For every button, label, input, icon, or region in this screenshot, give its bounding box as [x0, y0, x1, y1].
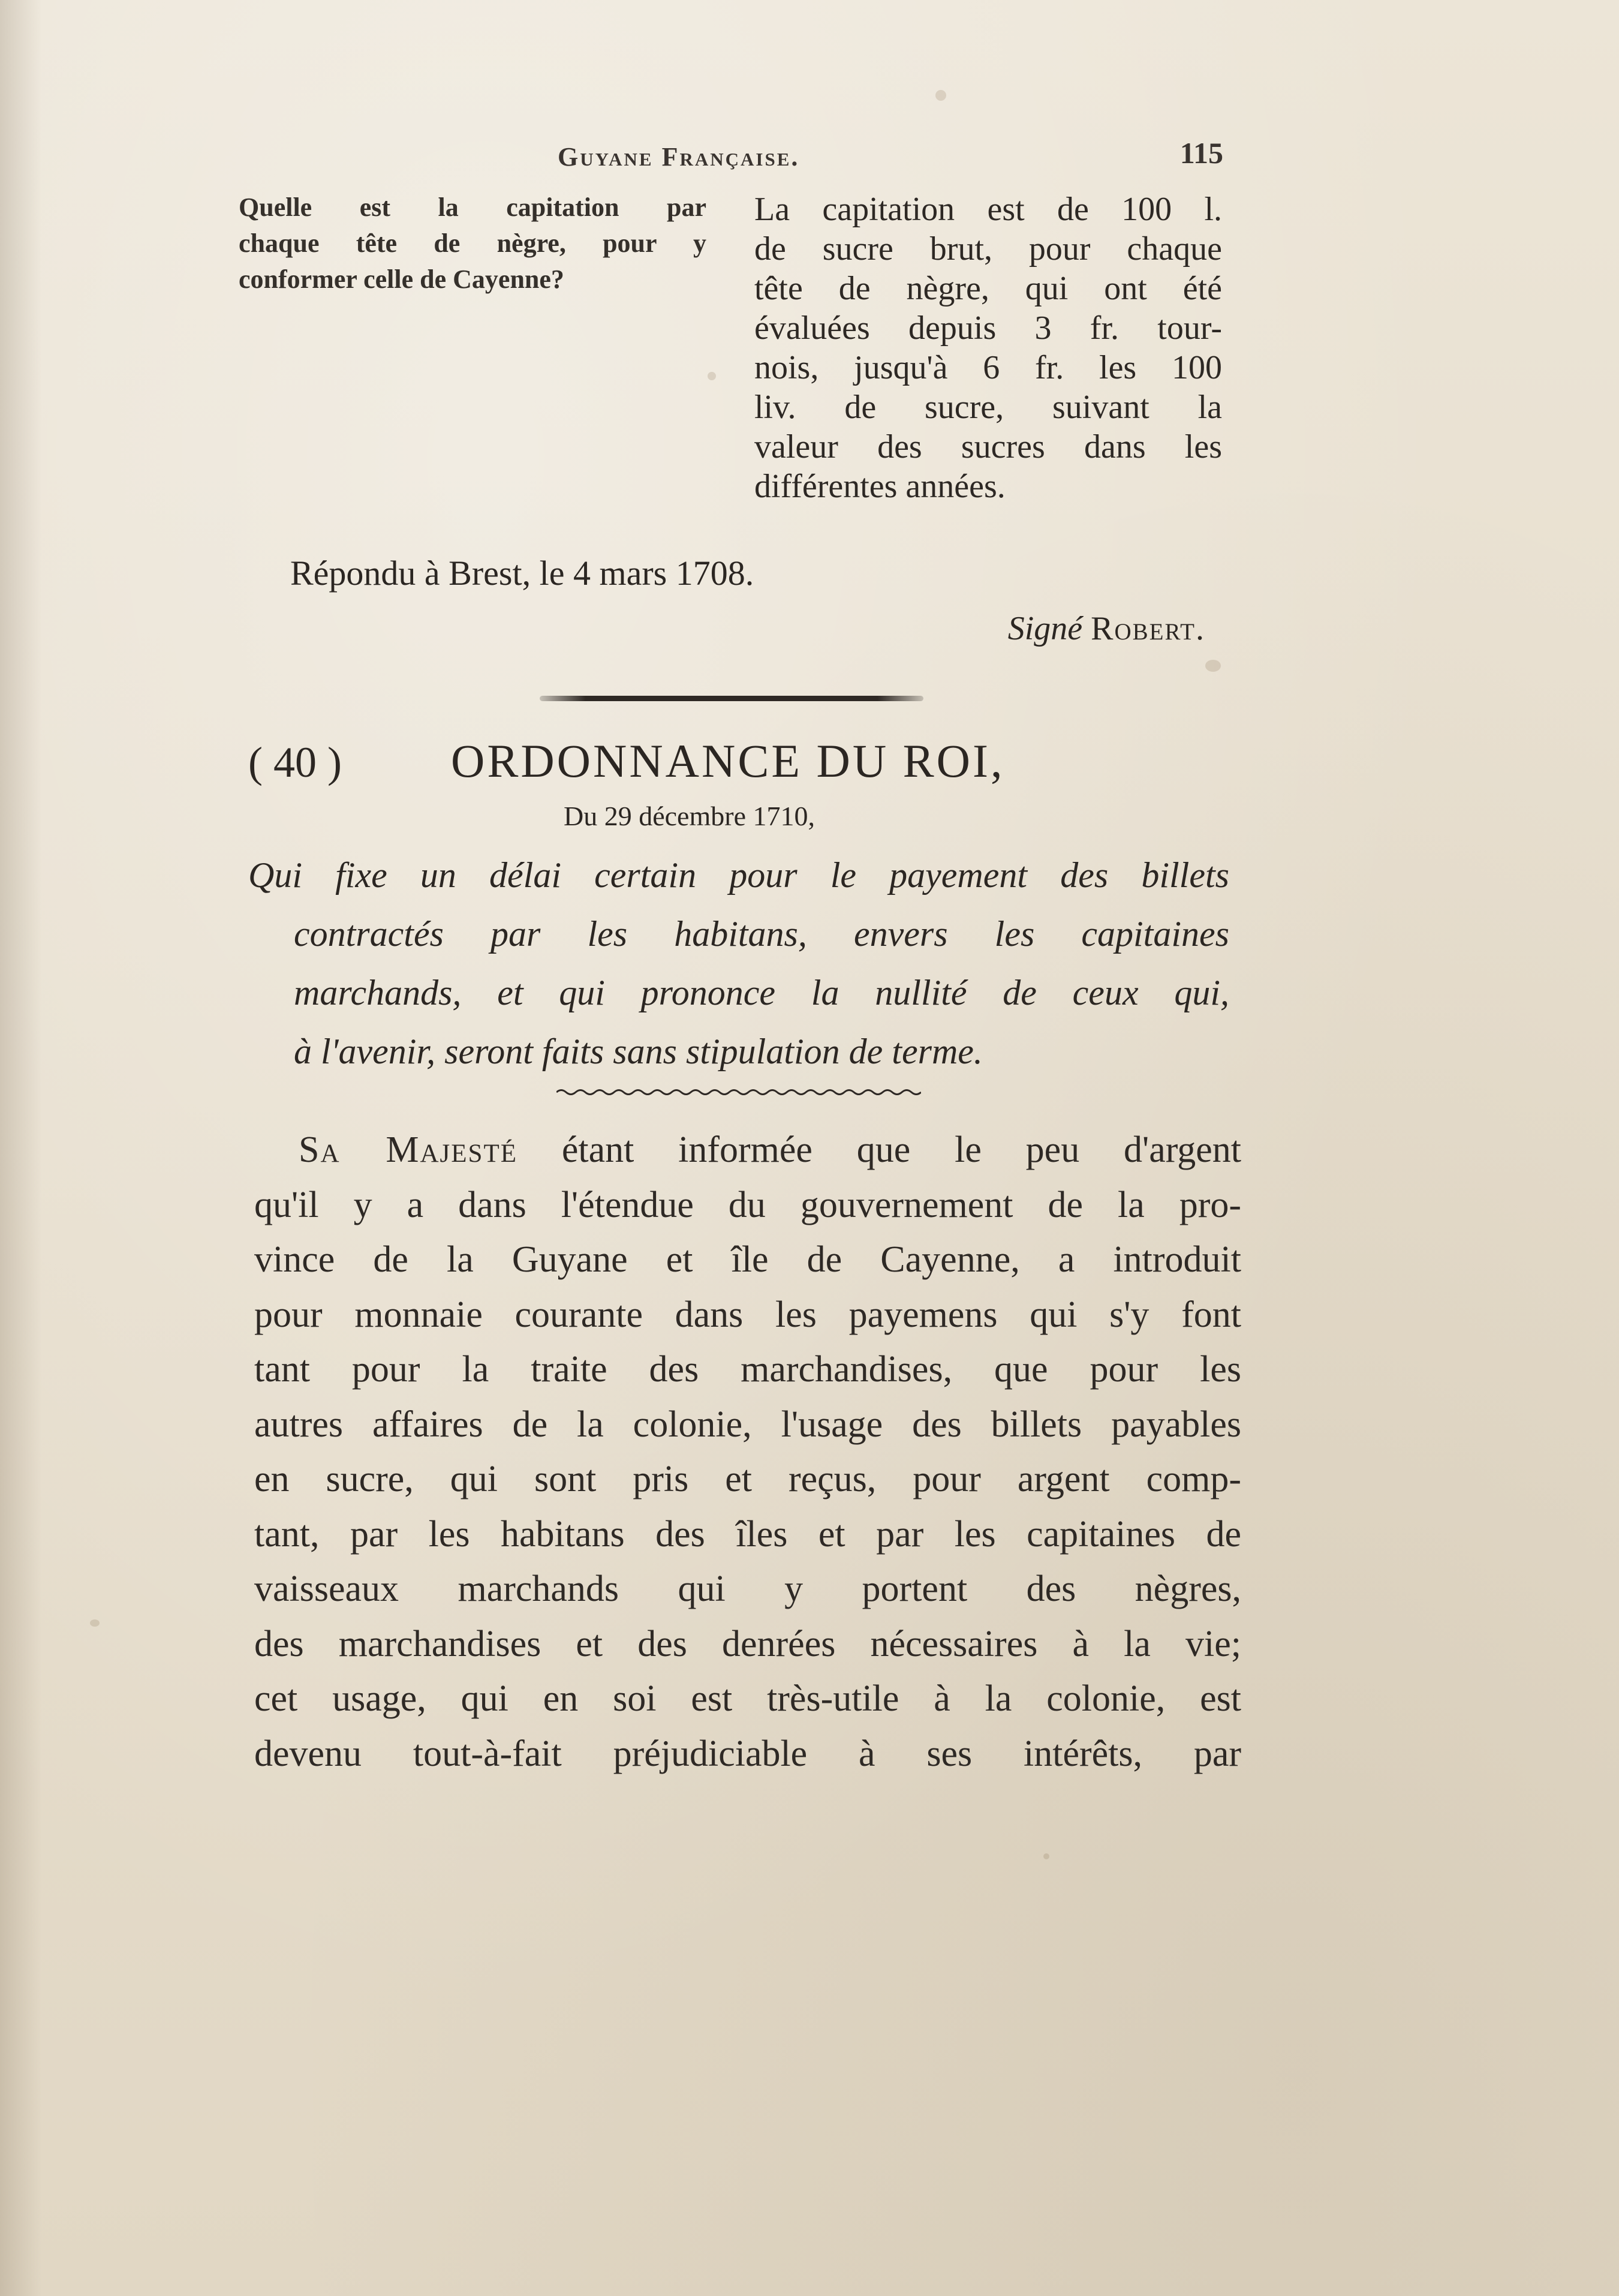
question-line: conformer celle de Cayenne? — [239, 265, 564, 294]
body-text — [254, 1123, 1241, 1781]
signature — [869, 609, 1205, 648]
ordonnance-summary — [248, 846, 1229, 1081]
body-line: des marchandises et des denrées nécessaires à la vie; — [254, 1623, 1241, 1664]
answer-line: tête de nègre, qui ont été — [754, 270, 1222, 307]
running-head: Guyane Française. — [558, 142, 800, 172]
paper-stain — [708, 372, 716, 380]
answer-line: évaluées depuis 3 fr. tour- — [754, 309, 1222, 347]
ordonnance-number: ( 40 ) — [248, 738, 342, 786]
answer-line: valeur des sucres dans les — [754, 428, 1222, 465]
ordonnance-title: ORDONNANCE DU ROI, — [451, 735, 1005, 787]
body-line: qu'il y a dans l'étendue du gouvernement de la pro- — [254, 1184, 1241, 1225]
ordonnance-date: Du 29 décembre 1710, — [564, 801, 815, 831]
summary-line: Qui fixe un délai certain pour le payement des billets — [248, 855, 1229, 895]
body-line: cet usage, qui en soi est très-utile à la colonie, est — [254, 1678, 1241, 1719]
body-line: autres affaires de la colonie, l'usage des billets payables — [254, 1404, 1241, 1445]
question-line: Quelle est la capitation par — [239, 193, 706, 222]
body-lead-small-caps: Sa Majesté — [299, 1129, 517, 1170]
summary-line: marchands, et qui prononce la nullité de ceux qui, — [294, 973, 1229, 1012]
summary-line: contractés par les habitans, envers les capitaines — [294, 914, 1229, 954]
answer-column — [754, 190, 1222, 506]
question-line: chaque tête de nègre, pour y — [239, 229, 706, 258]
signature-signe: Signé — [1007, 610, 1083, 647]
paper-stain — [935, 90, 946, 101]
paper-stain — [1043, 1853, 1049, 1859]
page-number: 115 — [1179, 136, 1223, 170]
signature-name: Robert. — [1091, 610, 1205, 647]
answer-line: de sucre brut, pour chaque — [754, 230, 1222, 268]
body-line: en sucre, qui sont pris et reçus, pour argent comp- — [254, 1459, 1241, 1499]
paper-stain — [90, 1619, 100, 1627]
answer-line: différentes années. — [754, 468, 1006, 505]
summary-line: à l'avenir, seront faits sans stipulation de terme. — [294, 1032, 983, 1071]
section-divider — [540, 696, 923, 701]
answer-line: nois, jusqu'à 6 fr. les 100 — [754, 349, 1222, 386]
body-line: vince de la Guyane et île de Cayenne, a introduit — [254, 1239, 1241, 1280]
body-line: tant, par les habitans des îles et par les capitaines de — [254, 1513, 1241, 1555]
answer-line: La capitation est de 100 l. — [754, 191, 1222, 228]
body-line — [254, 1123, 1241, 1178]
wavy-divider — [556, 1087, 921, 1098]
body-line: pour monnaie courante dans les payemens qui s'y font — [254, 1294, 1241, 1335]
answer-line: liv. de sucre, suivant la — [754, 389, 1222, 426]
reply-line: Répondu à Brest, le 4 mars 1708. — [290, 554, 754, 593]
body-line: devenu tout-à-fait préjudiciable à ses intérêts, par — [254, 1733, 1241, 1774]
body-line: tant pour la traite des marchandises, que pour les — [254, 1349, 1241, 1390]
page-edge-shadow — [0, 0, 42, 2296]
body-first-line-rest: étant informée que le peu d'argent — [517, 1129, 1241, 1170]
body-line: vaisseaux marchands qui y portent des nègres, — [254, 1568, 1241, 1609]
question-column — [239, 190, 706, 297]
paper-stain — [1205, 660, 1221, 672]
